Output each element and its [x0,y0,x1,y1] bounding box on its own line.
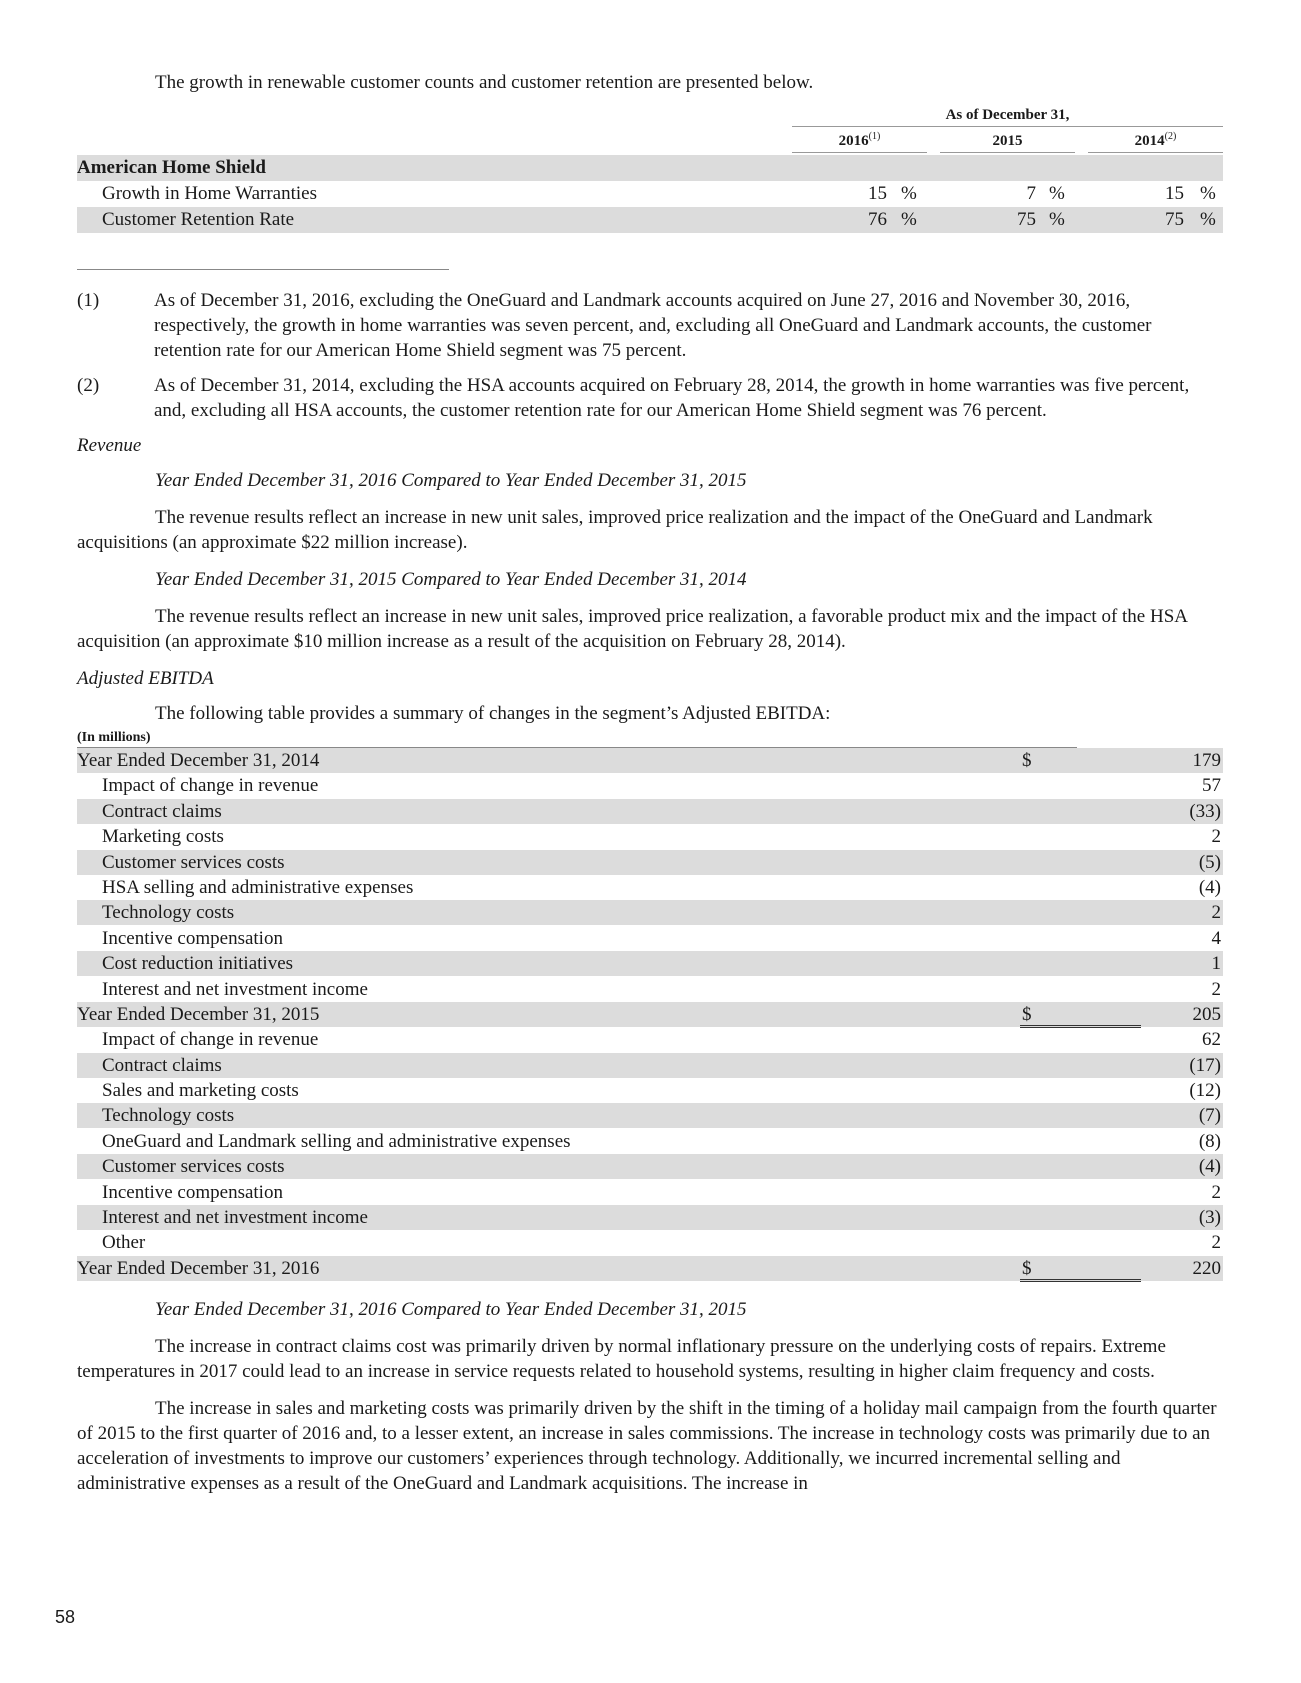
table-row: Impact of change in revenue 62 [102,1029,1221,1051]
double-underline [1020,1256,1141,1282]
ebitda-intro: The following table provides a summary of changes in the segment’s Adjusted EBITDA: [155,703,831,724]
table-row: Other 2 [102,1232,1221,1254]
revenue-paragraph-2016: The revenue results reflect an increase in new unit sales, improved price realization and the impact of the OneGuard and Landmark acquisitions (an approximate $22 million increase). [77,507,1153,553]
table-row: Technology costs (7) [77,1103,1223,1128]
column-header-2014: 2014$^{(2)}$ [1088,131,1223,153]
footnote-2: (2) As of December 31, 2014, excluding the HSA accounts acquired on February 28, 2014, the growth in home warranties was five percent, and, excluding all HSA accounts, the customer retention rate for our American Home Shield segment was 76 percent. [77,375,1190,421]
column-header-2016: 2016$^{(1)}$ [792,131,927,153]
retention-intro: The growth in renewable customer counts and customer retention are presented below. [155,72,814,93]
table-row: Impact of change in revenue 57 [102,775,1221,797]
table-row: Incentive compensation 2 [102,1181,1221,1203]
ebitda-table [77,748,1223,1281]
table-row: Customer services costs (5) [77,850,1223,875]
section-label: American Home Shield [77,157,266,178]
ebitda-total-row: Year Ended December 31, 2015 $ 205 [77,1002,1223,1027]
table-row: Contract claims (17) [77,1053,1223,1078]
analysis-paragraph-2: The increase in sales and marketing costs was primarily driven by the shift in the timing of a holiday mail campaign from the fourth quarter of 2015 to the first quarter of 2016 and, to a lesser extent, an increase in sales commissions. The increase in technology costs was primarily due to an acceleration of investments to improve our customers’ experiences through technology. Additionally, we incurred incremental selling and administrative expenses as a result of the OneGuard and Landmark acquisitions. The increase in [77,1397,1217,1494]
table-row: Incentive compensation 4 [102,927,1221,949]
table-row: OneGuard and Landmark selling and administrative expenses (8) [102,1130,1221,1152]
table-row: Customer services costs (4) [77,1154,1223,1179]
table-row: Sales and marketing costs (12) [102,1080,1221,1102]
table-row: Technology costs 2 [77,900,1223,925]
currency-symbol: $ [1022,750,1032,771]
table-row: Marketing costs 2 [102,826,1221,848]
analysis-subheading: Year Ended December 31, 2016 Compared to Year Ended December 31, 2015 [155,1298,747,1320]
table-row: Growth in Home Warranties 15 % 7 % 15 % [102,183,1216,204]
table-row: Cost reduction initiatives 1 [77,951,1223,976]
ebitda-heading: Adjusted EBITDA [77,668,214,689]
footnote-divider [77,269,449,270]
document-page [77,70,1223,1508]
retention-table-header: As of December 31, [792,107,1223,127]
revenue-subheading-2016: Year Ended December 31, 2016 Compared to Year Ended December 31, 2015 [155,470,747,491]
revenue-heading: Revenue [77,435,142,456]
currency-symbol: $ [1022,1257,1032,1279]
currency-symbol: $ [1022,1003,1032,1025]
table-row: HSA selling and administrative expenses (4) [102,876,1221,898]
ebitda-total-row: Year Ended December 31, 2016 $ 220 [77,1256,1223,1281]
table-row: Interest and net investment income 2 [102,978,1221,1000]
page-number: 58 [55,1607,76,1627]
double-underline [1020,1002,1141,1028]
ebitda-total-row: Year Ended December 31, 2014 $ 179 [77,750,1221,771]
section-row [77,155,1223,181]
ebitda-units-label: (In millions) [77,730,1077,748]
revenue-paragraph-2015: The revenue results reflect an increase in new unit sales, improved price realization, a favorable product mix and the impact of the HSA acquisition (an approximate $10 million increase as a result of the acquisition on February 28, 2014). [77,606,1187,652]
footnote-1: (1) As of December 31, 2016, excluding the OneGuard and Landmark accounts acquired on June 27, 2016 and November 30, 2016, respectively, the growth in home warranties was seven percent, and, excluding all OneGuard and Landmark accounts, the customer retention rate for our American Home Shield segment was 75 percent. [77,290,1152,361]
table-row: Contract claims (33) [77,799,1223,824]
table-row: Customer Retention Rate 76 % 75 % 75 % [77,207,1223,233]
retention-table [77,107,1223,247]
revenue-subheading-2015: Year Ended December 31, 2015 Compared to Year Ended December 31, 2014 [155,569,747,590]
analysis-paragraph-1: The increase in contract claims cost was primarily driven by normal inflationary pressure on the underlying costs of repairs. Extreme temperatures in 2017 could lead to an increase in service requests related to household systems, resulting in higher claim frequency and costs. [77,1335,1166,1382]
table-row: Interest and net investment income (3) [77,1205,1223,1230]
column-header-2015: 2015 [940,131,1075,153]
